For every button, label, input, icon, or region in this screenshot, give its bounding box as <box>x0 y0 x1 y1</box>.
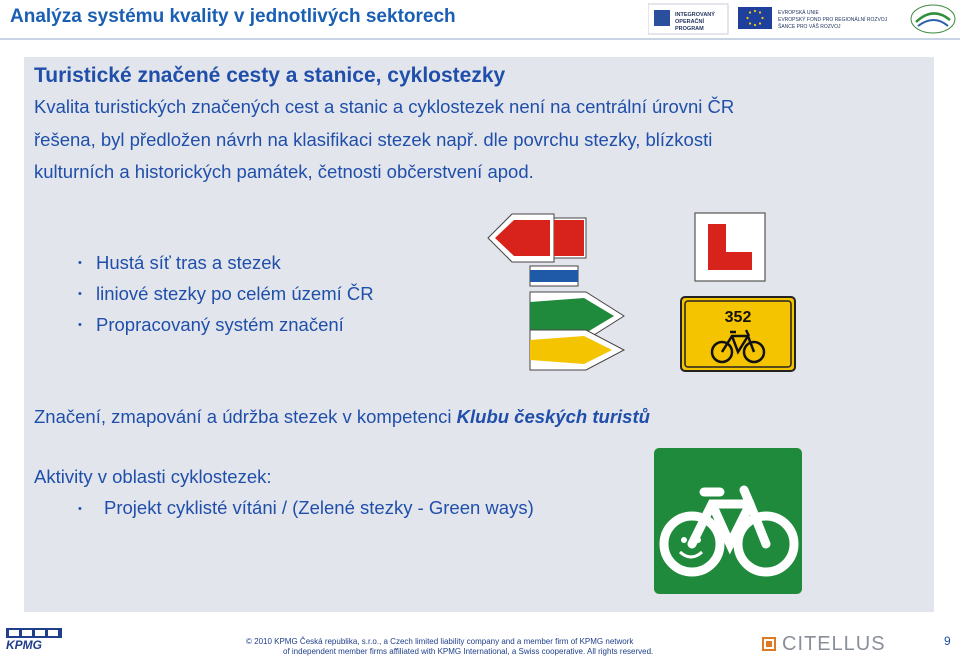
svg-text:ŠANCE PRO VÁŠ ROZVOJ: ŠANCE PRO VÁŠ ROZVOJ <box>778 24 841 30</box>
cycle-route-number: 352 <box>724 309 752 326</box>
bullet-item: Propracovaný systém značení <box>96 314 344 335</box>
red-arrow-marker <box>488 214 586 262</box>
paragraph-line: řešena, byl předložen návrh na klasifikaci stezek např. dle povrchu stezky, blízkosti <box>34 129 713 150</box>
club-statement <box>34 406 650 428</box>
section-heading: Turistické značené cesty a stanice, cyklostezky <box>34 64 506 87</box>
bullet-item: Hustá síť tras a stezek <box>96 252 281 273</box>
green-ways-sign <box>654 448 802 594</box>
citellus-logo: CITELLUS <box>782 633 886 655</box>
yellow-arrow-marker <box>530 330 624 370</box>
kpmg-wordmark: KPMG <box>6 638 42 650</box>
citellus-mark-icon <box>762 637 776 651</box>
bullet-dot: • <box>78 503 82 515</box>
header-divider <box>0 38 960 40</box>
club-prefix: Značení, zmapování a údržba stezek v kompetenci <box>34 406 457 427</box>
copyright-line-1: © 2010 KPMG Česká republika, s.r.o., a Czech limited liability company and a member firm of KPMG network <box>246 637 634 646</box>
svg-text:OPERAČNÍ: OPERAČNÍ <box>675 19 705 25</box>
page-title: Analýza systému kvality v jednotlivých sektorech <box>10 6 456 27</box>
iop-logo-icon <box>654 10 670 26</box>
svg-text:PROGRAM: PROGRAM <box>675 26 704 32</box>
paragraph-line: kulturních a historických památek, četnosti občerstvení apod. <box>34 161 534 182</box>
copyright-line-2: of independent member firms affiliated with KPMG International, a Swiss cooperative. All rights reserved. <box>283 647 654 656</box>
activities-heading: Aktivity v oblasti cyklostezek: <box>34 466 272 487</box>
svg-text:EVROPSKÁ UNIE: EVROPSKÁ UNIE <box>778 10 819 16</box>
bullet-dot: • <box>78 257 82 269</box>
logos-strip <box>648 2 958 36</box>
svg-text:EVROPSKÝ FOND PRO REGIONÁLNÍ R: EVROPSKÝ FOND PRO REGIONÁLNÍ ROZVOJ <box>778 17 888 23</box>
bullet-item: liniové stezky po celém území ČR <box>96 283 374 304</box>
activities-bullet: Projekt cyklisté vítáni / (Zelené stezky - Green ways) <box>104 497 534 518</box>
local-trail-marker-icon <box>694 212 766 282</box>
trail-direction-markers <box>486 212 632 372</box>
paragraph-line: Kvalita turistických značených cest a stanic a cyklostezek není na centrální úrovni ČR <box>34 96 735 117</box>
kpmg-logo <box>6 628 62 650</box>
club-name: Klubu českých turistů <box>456 406 650 427</box>
bullet-dot: • <box>78 319 82 331</box>
svg-text:INTEGROVANÝ: INTEGROVANÝ <box>675 12 715 18</box>
blue-stripe-marker <box>530 266 578 286</box>
bullet-dot: • <box>78 288 82 300</box>
cycle-route-sign <box>680 296 796 372</box>
page-number: 9 <box>944 634 951 648</box>
